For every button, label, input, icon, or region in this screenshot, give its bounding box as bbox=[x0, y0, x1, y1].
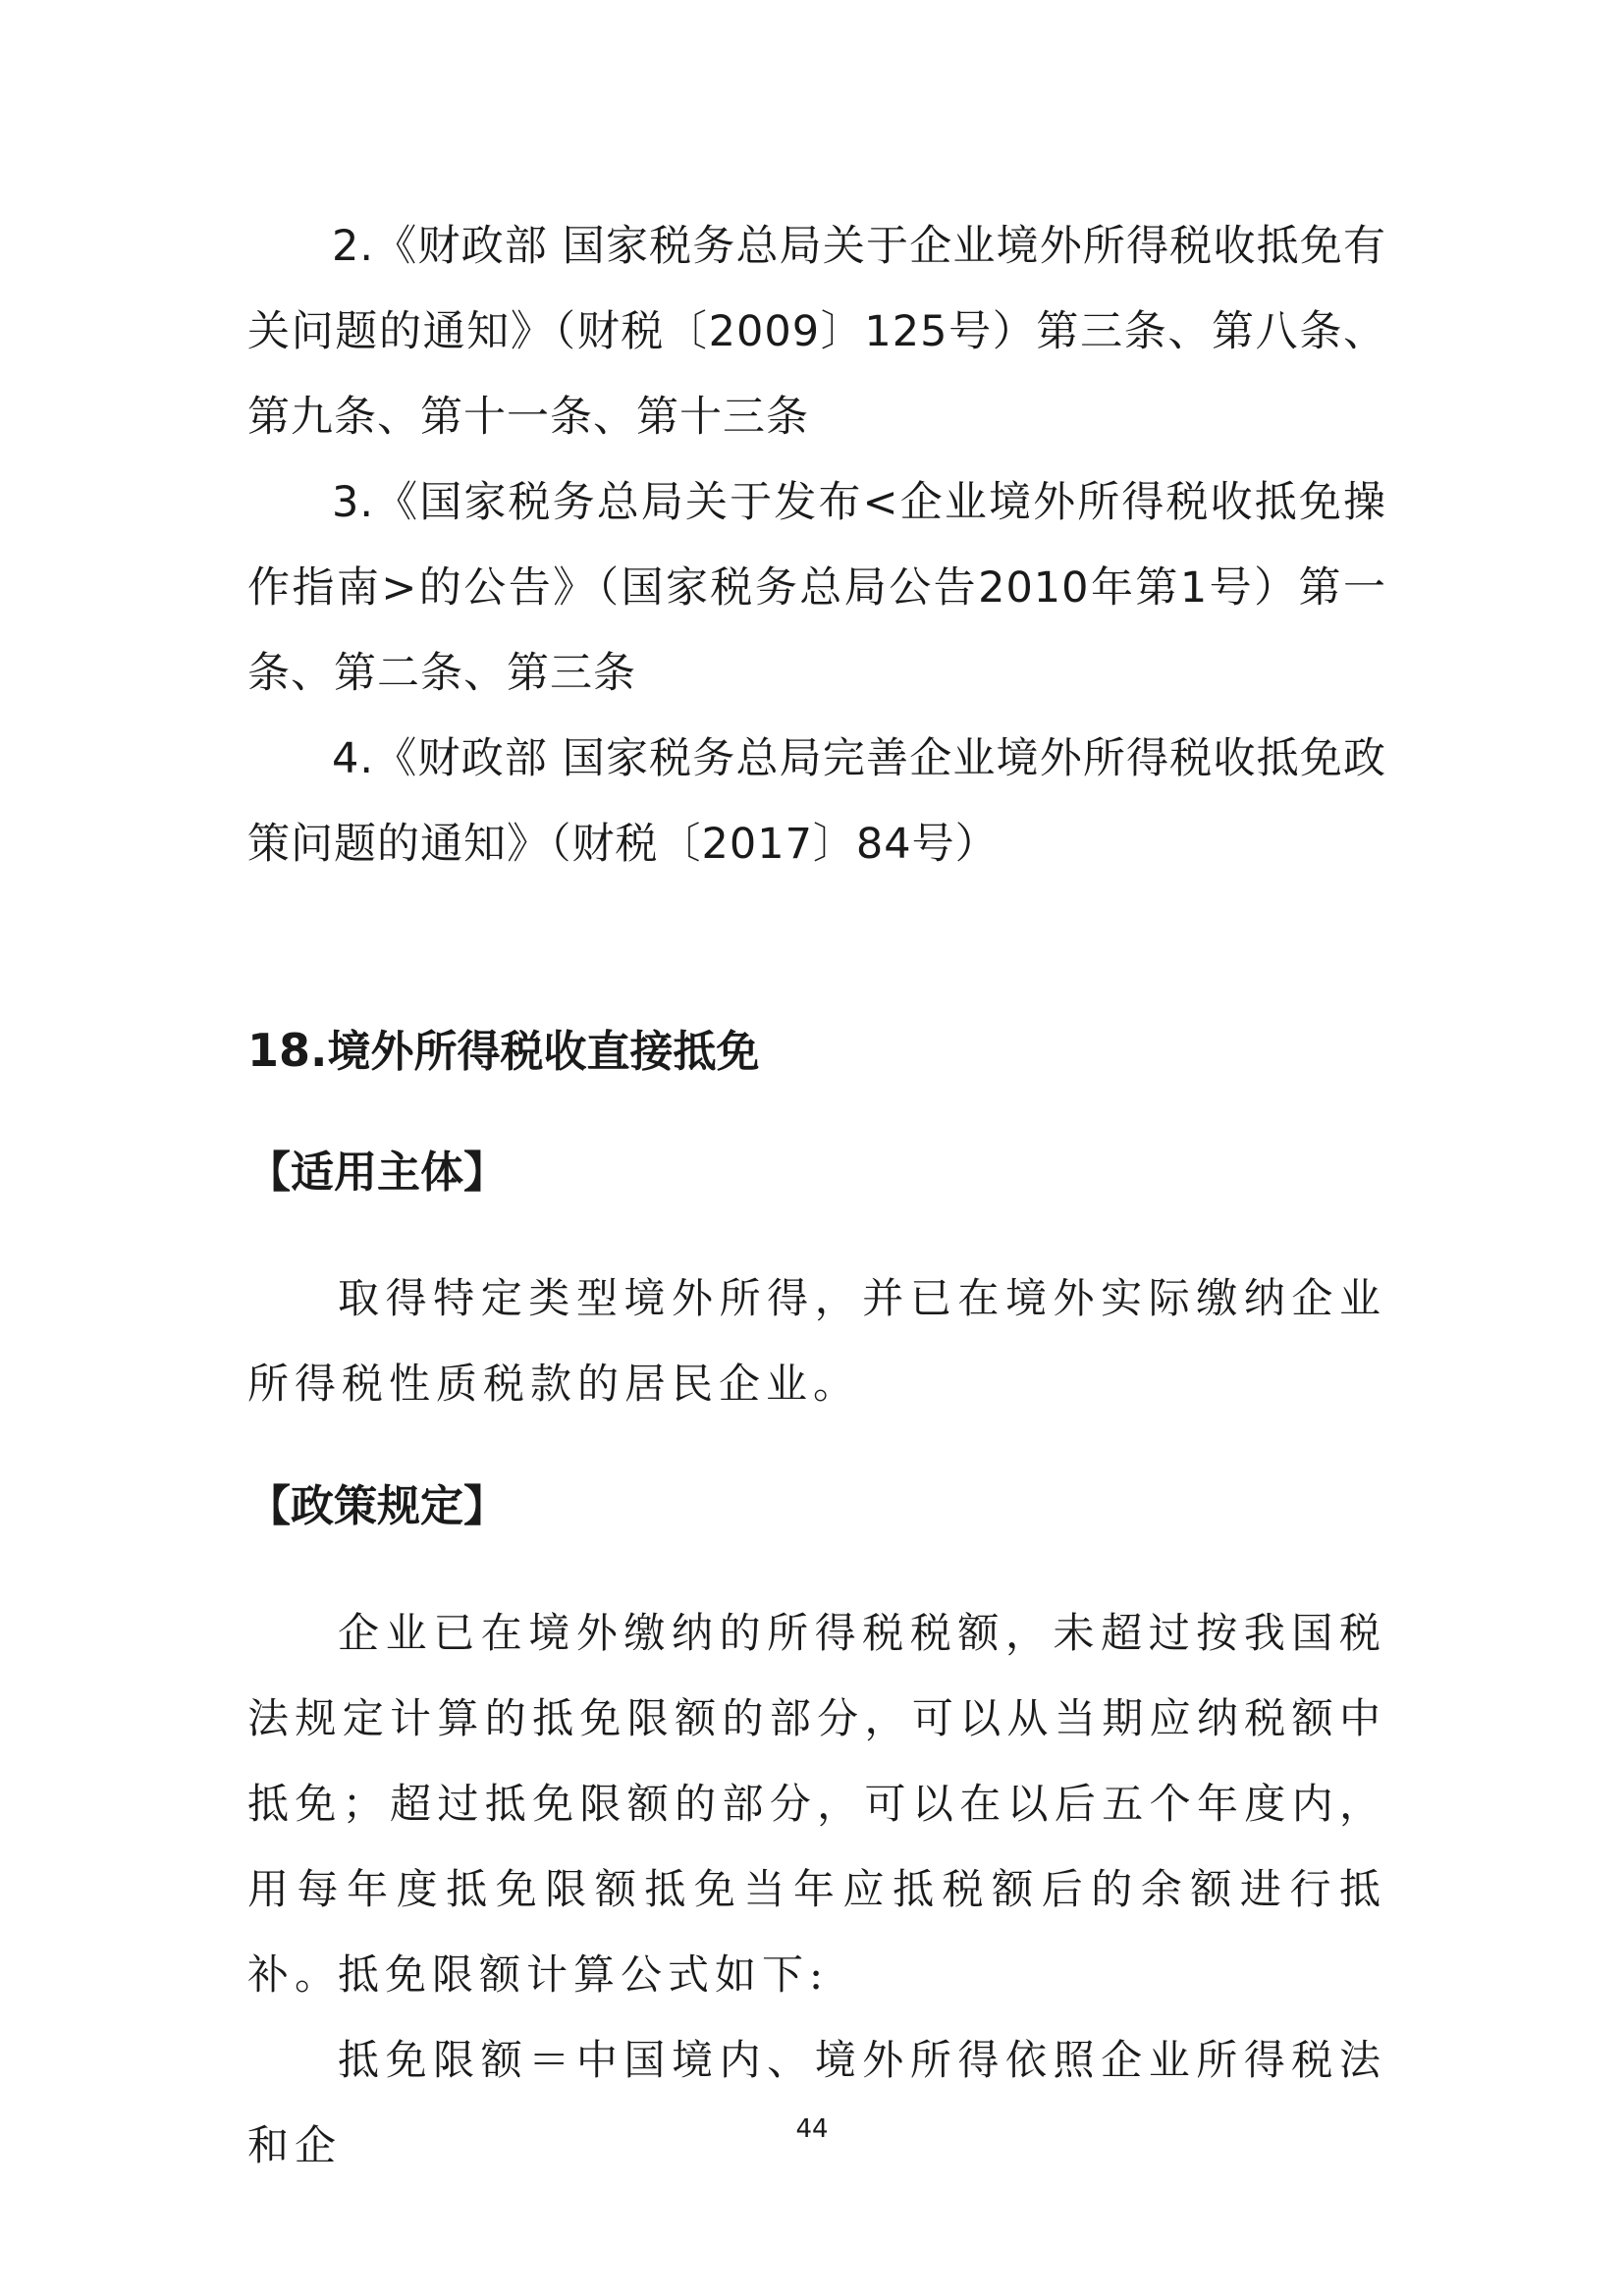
applicable-subject-label: 【适用主体】 bbox=[247, 1148, 507, 1198]
section-number: 18. bbox=[247, 1024, 328, 1077]
reference-item-3: 3.《国家税务总局关于发布<企业境外所得税收抵免操作指南>的公告》（国家税务总局公告2010年第1号）第一条、第二条、第三条 bbox=[247, 478, 1386, 698]
formula-intro: 抵免限额计算公式如下: bbox=[338, 1950, 830, 1999]
policy-label: 【政策规定】 bbox=[247, 1481, 507, 1531]
section-title: 境外所得税收直接抵免 bbox=[327, 1027, 760, 1077]
page-number: 44 bbox=[795, 2114, 829, 2144]
reference-item-4: 4.《财政部 国家税务总局完善企业境外所得税收抵免政策问题的通知》（财税〔2017〕84号） bbox=[247, 734, 1386, 869]
reference-item-2: 2.《财政部 国家税务总局关于企业境外所得税收抵免有关问题的通知》（财税〔2009〕125号）第三条、第八条、第九条、第十一条、第十三条 bbox=[247, 222, 1386, 442]
formula-text: 抵免限额＝中国境内、境外所得依照企业所得税法和企 bbox=[247, 2036, 1386, 2169]
section-heading bbox=[247, 1021, 1386, 1082]
applicable-subject-text: 取得特定类型境外所得，并已在境外实际缴纳企业所得税性质税款的居民企业。 bbox=[247, 1274, 1386, 1408]
policy-paragraph: 企业已在境外缴纳的所得税税额，未超过按我国税法规定计算的抵免限额的部分，可以从当期应纳税额中抵免；超过抵免限额的部分，可以在以后五个年度内，用每年度抵免限额抵免当年应抵税额后的余额进行抵补。 bbox=[247, 1609, 1386, 1999]
